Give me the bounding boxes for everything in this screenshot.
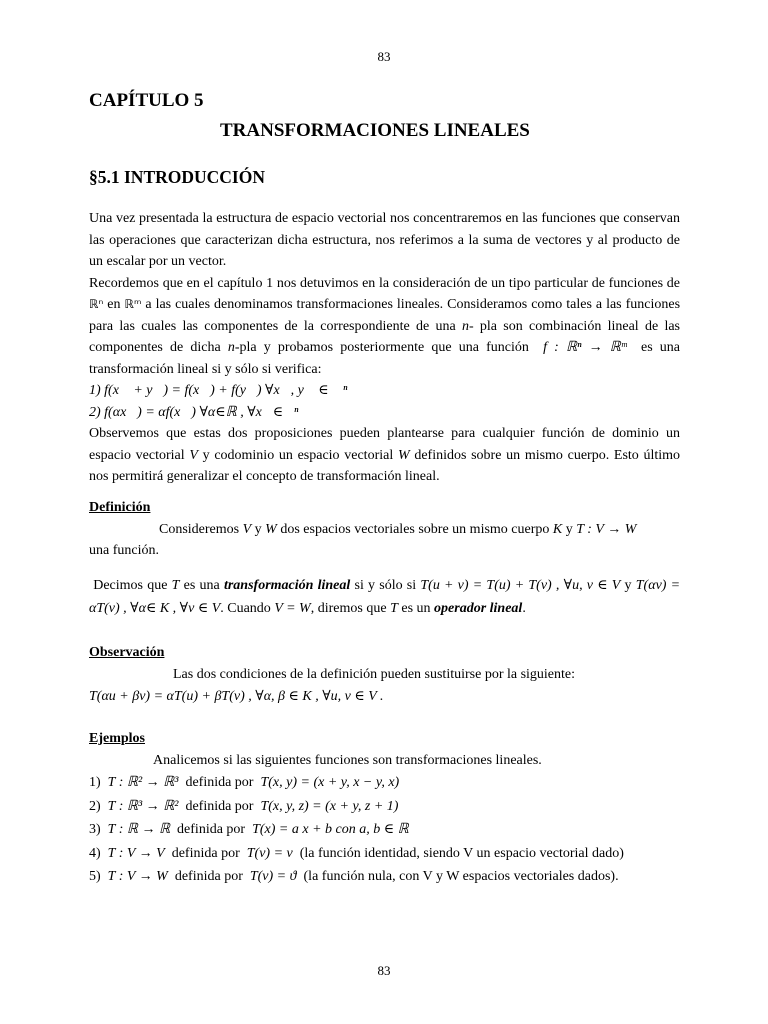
example-num: 4): [89, 845, 101, 861]
intro-paragraph-3: [89, 423, 680, 488]
intro-p2-en: en: [107, 297, 121, 312]
examples-intro: Analicemos si las siguientes funciones son transformaciones lineales.: [153, 753, 542, 768]
intro-p3-b: y codominio un espacio vectorial: [202, 447, 394, 463]
chapter-label: CAPÍTULO 5: [89, 90, 204, 111]
definition-statement: [89, 574, 680, 620]
intro-p3-v: V: [189, 447, 198, 463]
example-item-1: [89, 771, 689, 795]
math-f-map: f : ℝⁿ → ℝᵐ: [543, 340, 627, 355]
def-vw: V = W: [274, 601, 311, 616]
math-rn: ℝⁿ: [89, 297, 104, 311]
example-item-5: [89, 865, 689, 889]
example-text: definida por: [174, 869, 243, 884]
def-eq2: T(αv) = αT(v) , ∀α∈ K , ∀v ∈ V: [89, 578, 681, 616]
example-map: T : ℝ² → ℝ³: [107, 775, 179, 790]
intro-block: [89, 208, 680, 488]
intro-p2-d: -pla y probamos posteriormente que una función: [234, 340, 529, 355]
condition-2-formula: 2) f(αx⃗) = αf(x⃗) ∀α∈ℝ , ∀x⃗∈ℝⁿ: [89, 404, 299, 420]
example-formula: T(x) = a x + b con a, b ∈ ℝ: [252, 822, 409, 837]
def-p2-y: y: [624, 578, 632, 593]
def-v: V: [242, 521, 252, 537]
intro-p2-a: Recordemos que en el capítulo 1 nos detuvimos en la consideración de un tipo particular de funciones de: [89, 275, 680, 291]
def-p2-g: .: [522, 601, 526, 616]
intro-p3-c: definidos sobre un mismo cuerpo. Esto último nos permitirá generalizar el concepto de transformación lineal.: [89, 447, 681, 484]
def-t-map: T : V → W: [576, 521, 637, 537]
example-num: 2): [89, 798, 101, 814]
condition-1: [89, 380, 680, 402]
example-item-3: [89, 818, 689, 842]
observation-text-line: [89, 664, 680, 686]
intro-p2-c: - pla son combinación lineal de las componentes de dicha: [89, 318, 681, 355]
def-eq1: T(u + v) = T(u) + T(v) , ∀u, v ∈ V: [420, 578, 621, 593]
example-formula: T(x, y) = (x + y, x − y, x): [260, 775, 400, 790]
example-text: definida por: [171, 845, 240, 861]
definition-heading-text: Definición: [89, 500, 151, 515]
chapter-title: TRANSFORMACIONES LINEALES: [220, 120, 530, 141]
def-operador-lineal: operador lineal: [434, 601, 523, 616]
def-t2: T: [390, 601, 398, 616]
example-note: (la función identidad, siendo V un espacio vectorial dado): [299, 845, 624, 861]
intro-p2-e: es una transformación lineal si y sólo si verifica:: [89, 340, 681, 377]
example-item-4: [89, 842, 689, 866]
observation-text: Las dos condiciones de la definición pueden sustituirse por la siguiente:: [173, 667, 576, 682]
example-text: definida por: [185, 775, 254, 790]
example-note: (la función nula, con V y W espacios vectoriales dados).: [303, 869, 619, 884]
intro-p3-a: Observemos que estas dos proposiciones pueden plantearse para cualquier función de dominio un espacio vectorial: [89, 426, 680, 463]
def-w: W: [265, 521, 277, 537]
def-p2-c: si y sólo si: [354, 578, 417, 593]
example-formula: T(v) = ϑ: [249, 869, 297, 884]
condition-2: [89, 402, 680, 424]
definition-block: [89, 497, 680, 562]
def-p2-b: es una: [183, 578, 220, 593]
section-title: §5.1 INTRODUCCIÓN: [89, 167, 265, 187]
page-number-top: 83: [377, 49, 391, 64]
def-k: K: [552, 521, 563, 537]
example-text: definida por: [185, 798, 254, 814]
def-transformacion-lineal: transformación lineal: [223, 578, 351, 593]
example-num: 5): [89, 869, 101, 884]
def-y: y: [254, 521, 262, 537]
observation-equation-line: [89, 686, 680, 708]
observation-block: [89, 642, 680, 708]
intro-paragraph-2: [89, 273, 680, 381]
examples-list: [89, 771, 689, 889]
def-p2-a: Decimos que: [93, 578, 168, 593]
observation-heading: [89, 642, 680, 664]
example-map: T : V → V: [107, 845, 165, 861]
page-number-bottom: 83: [377, 963, 391, 978]
def-p2-f: es un: [401, 601, 431, 616]
def-y2: y: [565, 521, 573, 537]
example-num: 1): [89, 775, 101, 790]
definition-heading: [89, 497, 680, 519]
example-text: definida por: [177, 822, 246, 837]
example-map: T : ℝ → ℝ: [107, 822, 171, 837]
condition-1-formula: 1) f(x⃗ + y⃗) = f(x⃗) + f(y⃗) ∀x⃗, y⃗ ∈ ℝⁿ: [89, 383, 348, 398]
definition-paragraph: [89, 574, 680, 620]
example-map: T : V → W: [107, 869, 168, 884]
intro-n-1: n: [461, 318, 469, 334]
intro-n-2: n: [227, 340, 235, 355]
example-item-2: [89, 795, 689, 819]
examples-heading-text: Ejemplos: [89, 731, 145, 746]
def-line-b: dos espacios vectoriales sobre un mismo cuerpo: [280, 521, 550, 537]
examples-intro-line: [89, 750, 680, 772]
math-rm: ℝᵐ: [124, 297, 142, 311]
example-formula: T(x, y, z) = (x + y, z + 1): [260, 798, 399, 814]
intro-paragraph-1: Una vez presentada la estructura de espacio vectorial nos concentraremos en las funciones que conservan las operaciones que caracterizan dicha estructura, nos referimos a la suma de vectores y al producto de un escalar por un vector.: [89, 211, 680, 269]
observation-equation: T(αu + βv) = αT(u) + βT(v) , ∀α, β ∈ K , ∀u, v ∈ V .: [89, 689, 384, 704]
example-map: T : ℝ³ → ℝ²: [107, 798, 179, 814]
examples-header-block: [89, 728, 680, 772]
intro-p2-b: a las cuales denominamos transformaciones lineales. Consideramos como tales a las funciones para las cuales las componentes de la correspondiente de una: [89, 297, 681, 334]
definition-line-1: [89, 519, 680, 541]
example-num: 3): [89, 822, 101, 837]
def-t: T: [171, 578, 180, 593]
intro-p3-w: W: [397, 447, 410, 463]
def-line-a: Consideremos: [159, 521, 240, 537]
observation-heading-text: Observación: [89, 645, 165, 660]
example-formula: T(v) = v: [246, 845, 293, 861]
def-p2-e: , diremos que: [310, 601, 387, 616]
definition-line-2: una función.: [89, 543, 159, 558]
def-p2-d: . Cuando: [220, 601, 271, 616]
examples-heading: [89, 728, 680, 750]
